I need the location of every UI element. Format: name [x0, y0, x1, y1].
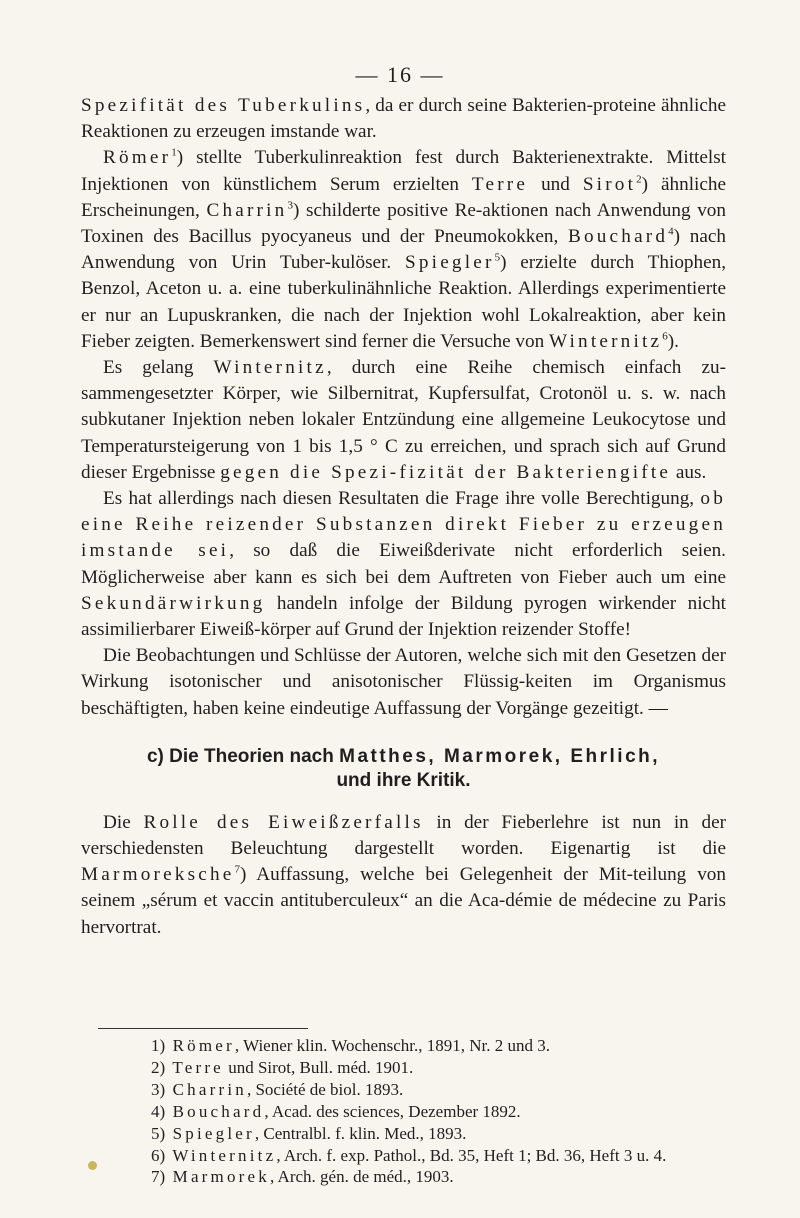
spaced-emphasis: Bouchard — [567, 226, 669, 248]
footnote-number: 7) — [151, 1167, 166, 1187]
paragraph — [81, 810, 726, 941]
spaced-emphasis: Sirot — [582, 173, 637, 195]
footnote-author: Charrin — [165, 1079, 247, 1099]
paragraph — [81, 486, 726, 643]
text-run: Es hat allerdings nach diesen Resultaten die Frage ihre volle Berechtigung, — [103, 488, 701, 510]
footnote-text: , Centralbl. f. klin. Med., 1893. — [254, 1123, 467, 1143]
spaced-emphasis: Marmoreksche — [81, 864, 235, 886]
text-run: ) stellte Tuberkulinreaktion fest durch Bakterienextrakte. Mittelst Injektionen von künstlichem Serum erzielten — [81, 147, 726, 195]
text-run: und — [528, 173, 583, 195]
footnote-marker: 1 — [171, 147, 177, 160]
spaced-emphasis: Römer — [103, 147, 172, 169]
spaced-emphasis: Rolle des Eiweißzerfalls — [143, 811, 424, 833]
footnote-author: Terre — [165, 1057, 224, 1077]
footnote-text: , Arch. f. exp. Pathol., Bd. 35, Heft 1; Bd. 36, Heft 3 u. 4. — [276, 1145, 667, 1165]
spaced-emphasis: Spiegler — [405, 252, 495, 274]
spaced-emphasis: Terre — [471, 173, 529, 195]
spaced-emphasis: ob eine Reihe reizender Substanzen direkt Fieber zu erzeugen imstande sei — [81, 488, 726, 562]
footnote-marker: 2 — [636, 173, 642, 186]
text-run: ) schilderte positive Re-aktionen nach Anwendung von Toxinen des Bacillus pyocyaneus und der Pneumokokken, — [81, 199, 726, 248]
heading-names: Matthes, Marmorek, Ehrlich, — [339, 745, 661, 767]
footnote — [151, 1057, 751, 1079]
footnote — [151, 1035, 751, 1057]
footnote — [151, 1101, 751, 1123]
footnote — [151, 1079, 751, 1101]
spaced-emphasis: Charrin — [206, 199, 288, 221]
text-run: ) ähnliche Erscheinungen, — [81, 173, 726, 221]
footnote — [151, 1166, 751, 1188]
spaced-emphasis: Sekundärwirkung — [81, 592, 266, 614]
footnote-number: 4) — [151, 1101, 166, 1121]
footnote-rule — [98, 1028, 308, 1029]
spaced-emphasis: gegen die Spezi-fizität der Bakteriengifte — [220, 461, 672, 483]
page-blemish — [88, 1161, 97, 1170]
footnote — [151, 1145, 751, 1167]
text-run: aus. — [671, 461, 707, 483]
footnote-text: , Acad. des sciences, Dezember 1892. — [264, 1101, 521, 1121]
spaced-emphasis: Winternitz — [213, 357, 327, 379]
footnote-author: Bouchard — [165, 1101, 265, 1121]
footnote-marker: 4 — [668, 225, 674, 238]
text-run: ) erzielte durch Thiophen, Benzol, Aceton u. a. eine tuberkulinähnliche Reaktion. Allerdings experimentierte er nur an Lupuskranken, die nach der Injektion wohl Lokalreaktion, aber kein Fieber zeigten. Bemerkenswert sind ferner die Versuche von — [81, 252, 727, 352]
paragraph — [81, 643, 726, 722]
text-run: ). — [667, 330, 679, 352]
text-run: Es gelang — [103, 357, 214, 379]
footnote-marker: 6 — [662, 330, 668, 343]
text-run: Die Beobachtungen und Schlüsse der Autoren, welche sich mit den Gesetzen der Wirkung isotonischer und anisotonischer Flüssig-keiten im Organismus beschäftigten, haben keine eindeutige Auffassung der Vorgänge gezeitigt. — — [81, 645, 726, 719]
text-run: handeln infolge der Bildung pyrogen wirkender nicht assimilierbarer Eiweiß-körper auf Grund der Injektion reizender Stoffe! — [81, 592, 726, 641]
heading-prefix: c) Die Theorien nach — [146, 745, 340, 767]
footnote-text: , Société de biol. 1893. — [246, 1079, 404, 1099]
paragraph — [81, 355, 726, 486]
spaced-emphasis: Spezifität des Tuberkulins — [81, 95, 366, 116]
text-run: , durch eine Reihe chemisch einfach zu-sammengesetzter Körper, wie Silbernitrat, Kupfersulfat, Crotonöl u. s. w. nach subkutaner Injektion neben lokaler Entzündung eine allgemeine Leukocytose und Temperatursteigerung von 1 bis 1,5 ° C zu erreichen, und sprach sich auf Grund dieser Ergebnisse — [81, 357, 726, 483]
footnote-author: Spiegler — [165, 1123, 255, 1143]
footnote-number: 2) — [151, 1057, 166, 1077]
body-text — [81, 93, 726, 941]
footnote-marker: 7 — [234, 863, 240, 876]
footnote-author: Römer — [165, 1036, 235, 1055]
text-run: , da er durch seine Bakterien-proteine ähnliche Reaktionen zu erzeugen imstande war. — [81, 95, 726, 143]
footnote-number: 3) — [151, 1079, 166, 1099]
text-run: ) Auffassung, welche bei Gelegenheit der Mit-teilung von seinem „sérum et vaccin antituberculeux“ an die Aca-démie de médecine zu Paris hervortrat. — [81, 864, 726, 938]
paragraph — [81, 145, 726, 355]
text-run: ) nach Anwendung von Urin Tuber-kulöser. — [81, 226, 726, 274]
text-run: Die — [103, 811, 144, 833]
footnote-author: Winternitz — [165, 1145, 277, 1165]
footnote-text: und Sirot, Bull. méd. 1901. — [223, 1057, 414, 1077]
footnote — [151, 1123, 751, 1145]
footnote-number: 1) — [151, 1036, 166, 1055]
footnote-text: , Wiener klin. Wochenschr., 1891, Nr. 2 und 3. — [234, 1036, 550, 1055]
section-heading — [81, 745, 726, 793]
footnote-number: 6) — [151, 1145, 166, 1165]
footnote-number: 5) — [151, 1123, 166, 1143]
footnotes — [151, 1035, 751, 1188]
spaced-emphasis: Winternitz — [548, 330, 663, 352]
footnote-marker: 3 — [287, 199, 293, 212]
footnote-text: , Arch. gén. de méd., 1903. — [269, 1167, 454, 1187]
footnote-marker: 5 — [494, 251, 501, 264]
page-number: — 16 — — [355, 62, 445, 87]
paragraph — [81, 93, 726, 145]
heading-line2: und ihre Kritik. — [336, 769, 471, 791]
text-run: in der Fieberlehre ist nun in der verschiedensten Beleuchtung dargestellt worden. Eigenartig ist die — [81, 811, 726, 860]
footnote-author: Marmorek — [165, 1167, 270, 1187]
text-run: , so daß die Eiweißderivate nicht erforderlich seien. Möglicherweise aber kann es sich bei dem Auftreten von Fieber auch um eine — [81, 540, 726, 588]
